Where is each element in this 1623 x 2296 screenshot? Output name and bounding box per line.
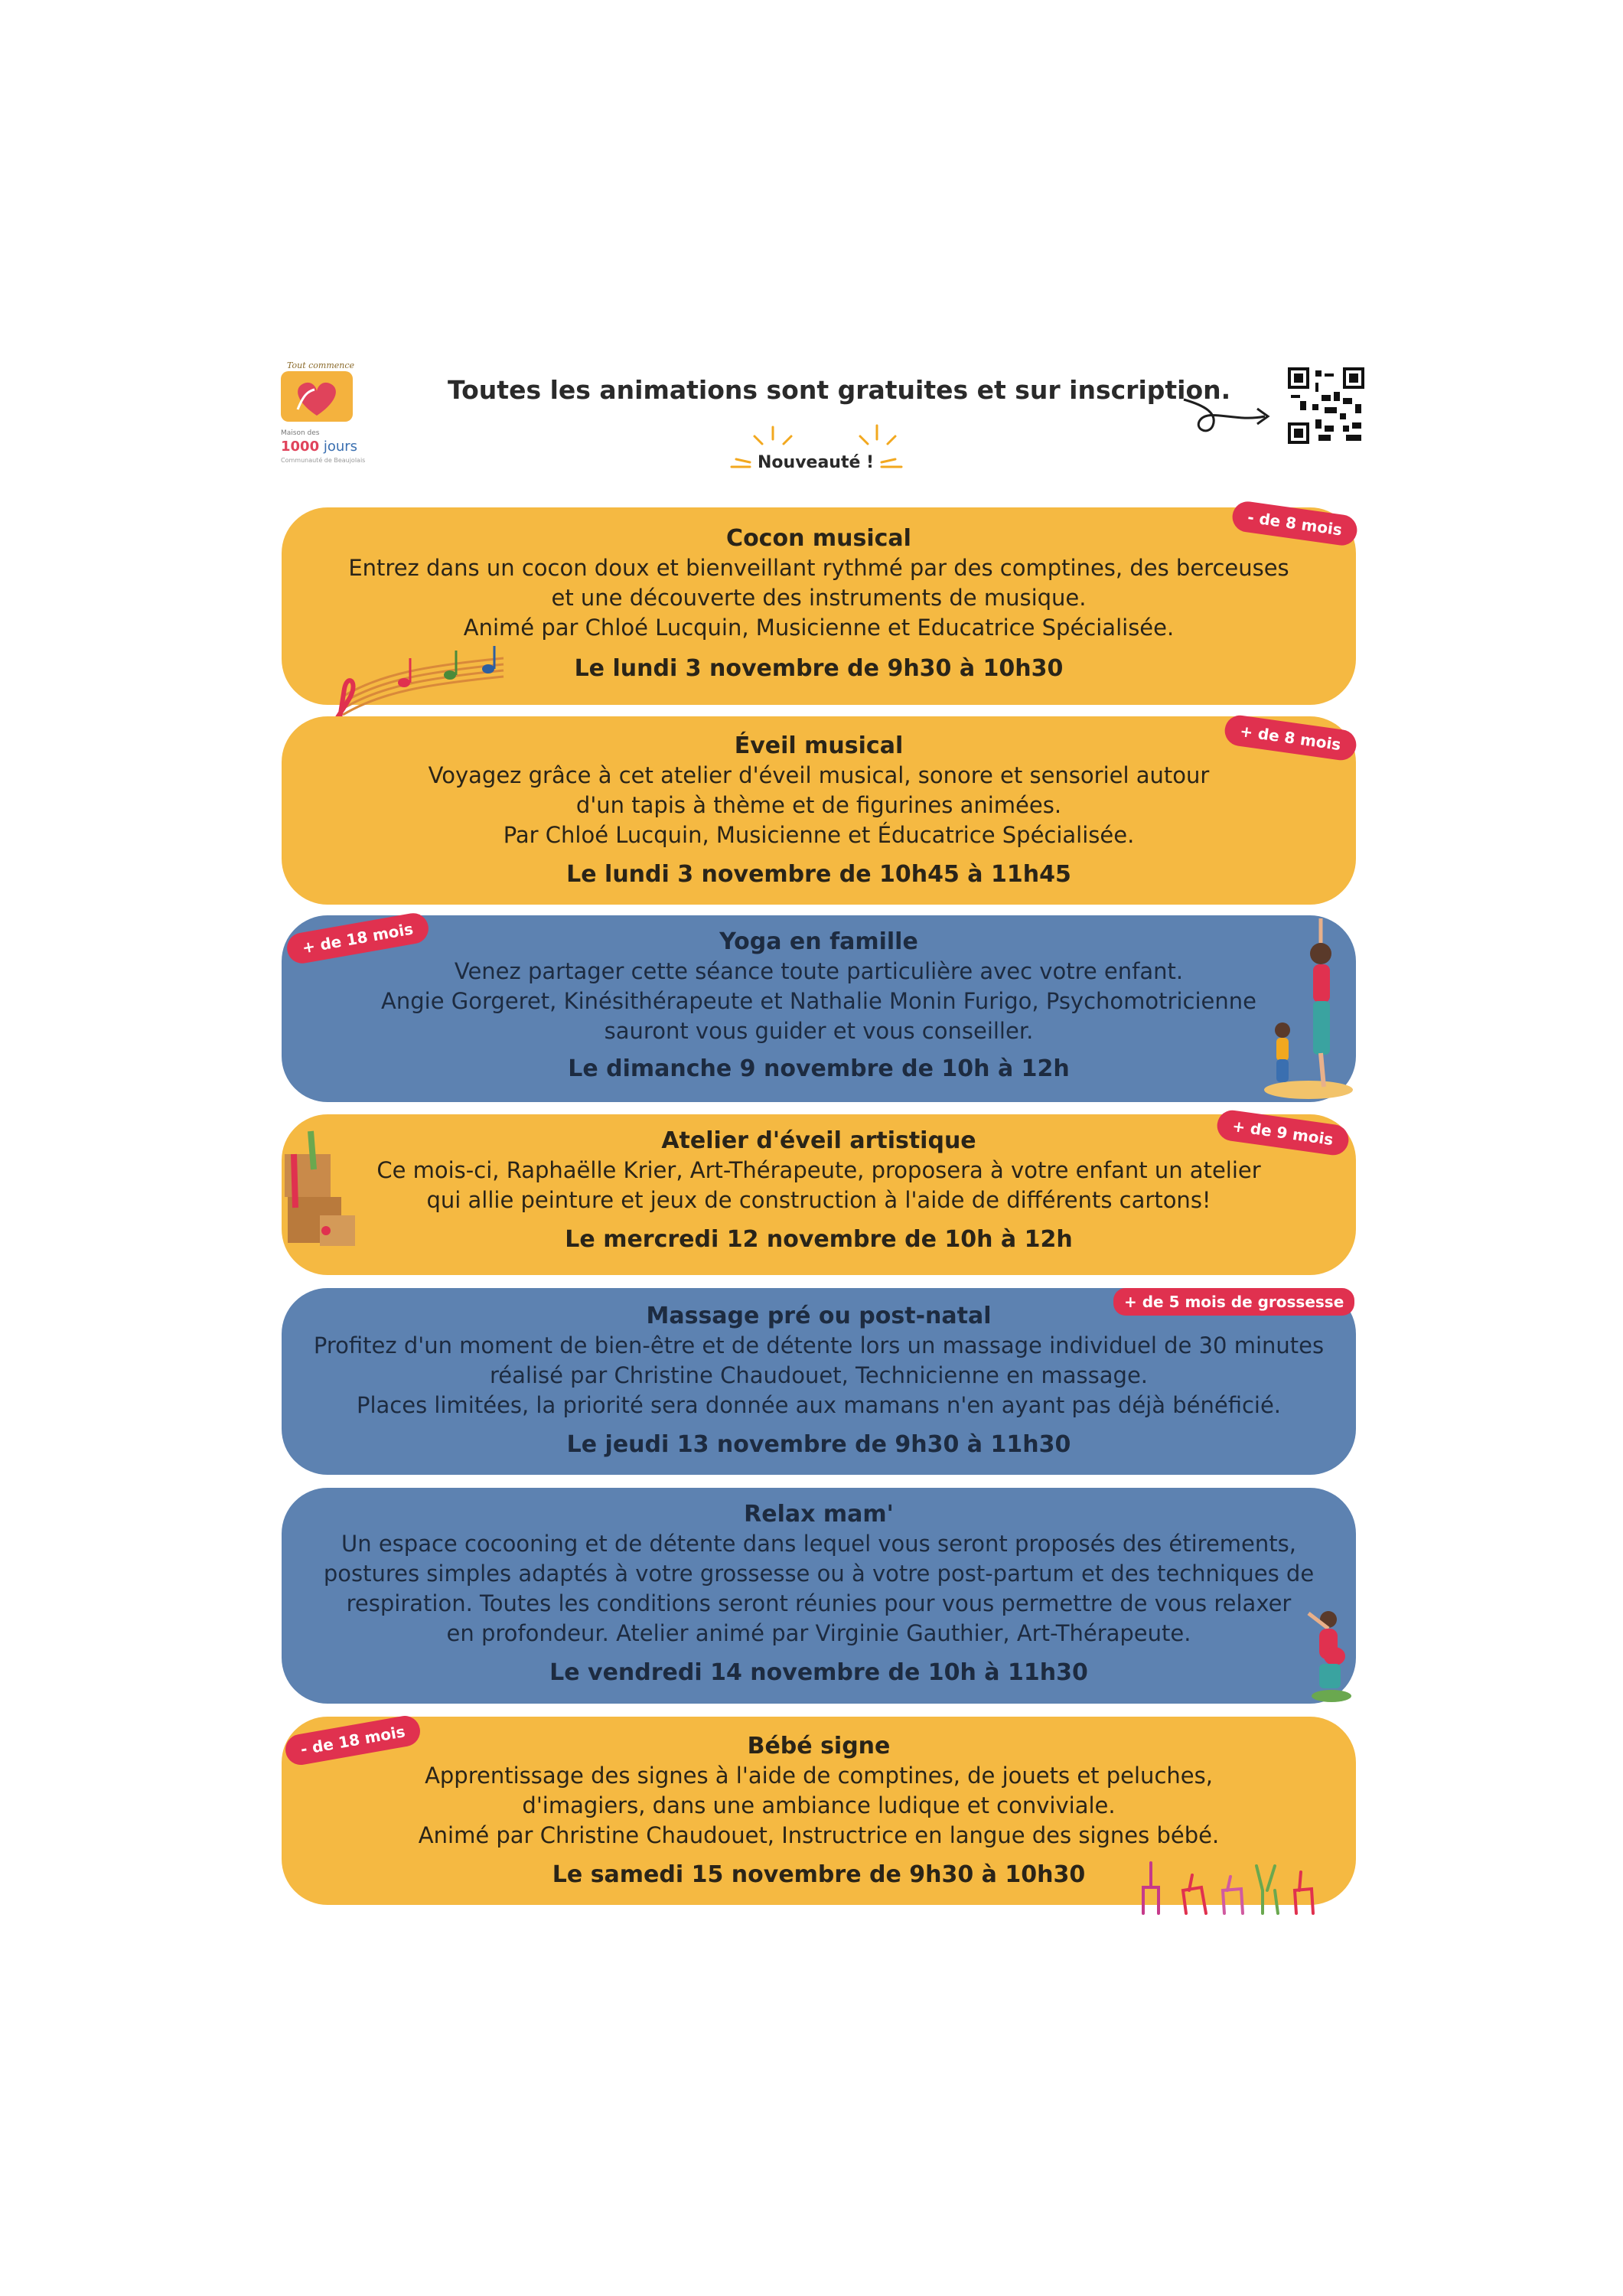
event-desc-line: Animé par Chloé Lucquin, Musicienne et Educatrice Spécialisée. bbox=[463, 615, 1175, 641]
event-desc-line: et une découverte des instruments de musique. bbox=[551, 585, 1087, 611]
event-card-eveil-artistique bbox=[282, 1114, 1356, 1275]
event-card-massage bbox=[282, 1288, 1356, 1475]
event-desc-line: Animé par Christine Chaudouet, Instructrice en langue des signes bébé. bbox=[418, 1822, 1220, 1848]
event-desc-line: Entrez dans un cocon doux et bienveillant rythmé par des comptines, des berceuses bbox=[348, 555, 1289, 581]
page-headline: Toutes les animations sont gratuites et sur inscription. bbox=[448, 375, 1231, 405]
logo-small-text: Communauté de Beaujolais bbox=[281, 457, 366, 464]
event-desc-line: Profitez d'un moment de bien-être et de détente lors un massage individuel de 30 minutes bbox=[313, 1332, 1325, 1358]
nouveaute-text: Nouveauté ! bbox=[758, 453, 875, 472]
event-desc-line: Places limitées, la priorité sera donnée aux mamans n'en ayant pas déjà bénéficié. bbox=[356, 1392, 1282, 1418]
age-tag: + de 18 mois bbox=[285, 911, 431, 966]
qr-code-icon[interactable] bbox=[1288, 367, 1364, 444]
event-desc-line: d'imagiers, dans une ambiance ludique et conviviale. bbox=[522, 1792, 1116, 1818]
curly-arrow-icon bbox=[1182, 390, 1289, 444]
event-desc-line: Angie Gorgeret, Kinésithérapeute et Nathalie Monin Furigo, Psychomotricienne bbox=[381, 988, 1256, 1014]
event-title: Massage pré ou post-natal bbox=[646, 1303, 992, 1329]
event-desc-line: sauront vous guider et vous conseiller. bbox=[604, 1018, 1034, 1044]
event-desc-line: Apprentissage des signes à l'aide de comptines, de jouets et peluches, bbox=[425, 1763, 1213, 1789]
event-date: Le dimanche 9 novembre de 10h à 12h bbox=[568, 1055, 1070, 1082]
logo-tagline: Tout commence bbox=[287, 360, 355, 370]
event-desc-line: en profondeur. Atelier animé par Virginie Gauthier, Art-Thérapeute. bbox=[446, 1620, 1191, 1646]
event-title: Cocon musical bbox=[726, 525, 911, 552]
event-card-yoga-en-famille bbox=[282, 915, 1356, 1102]
age-tag: - de 8 mois bbox=[1230, 500, 1359, 547]
event-title: Éveil musical bbox=[734, 732, 904, 759]
sign-language-hands-icon bbox=[1133, 1860, 1316, 1921]
maison-1000-jours-logo bbox=[281, 360, 366, 467]
event-title: Yoga en famille bbox=[719, 928, 918, 955]
event-title: Bébé signe bbox=[747, 1733, 891, 1760]
painted-boxes-icon bbox=[280, 1124, 360, 1269]
event-title: Atelier d'éveil artistique bbox=[661, 1127, 976, 1154]
event-desc-line: Ce mois-ci, Raphaëlle Krier, Art-Thérapeute, proposera à votre enfant un atelier bbox=[376, 1157, 1261, 1183]
event-desc-line: Un espace cocooning et de détente dans lequel vous seront proposés des étirements, bbox=[341, 1531, 1296, 1557]
event-desc-line: Par Chloé Lucquin, Musicienne et Éducatrice Spécialisée. bbox=[503, 822, 1135, 848]
event-date: Le vendredi 14 novembre de 10h à 11h30 bbox=[549, 1659, 1088, 1686]
event-date: Le lundi 3 novembre de 10h45 à 11h45 bbox=[566, 861, 1071, 888]
event-date: Le jeudi 13 novembre de 9h30 à 11h30 bbox=[566, 1431, 1071, 1458]
event-date: Le lundi 3 novembre de 9h30 à 10h30 bbox=[574, 655, 1064, 682]
event-desc-line: d'un tapis à thème et de figurines animées. bbox=[575, 792, 1062, 818]
logo-number: 1000 jours bbox=[281, 439, 358, 455]
event-desc-line: respiration. Toutes les conditions seront réunies pour vous permettre de vous relaxer bbox=[346, 1590, 1292, 1616]
event-desc-line: réalisé par Christine Chaudouet, Technicienne en massage. bbox=[489, 1362, 1149, 1388]
logo-line1: Maison des bbox=[281, 429, 320, 437]
event-desc-line: Voyagez grâce à cet atelier d'éveil musical, sonore et sensoriel autour bbox=[428, 762, 1210, 788]
event-date: Le mercredi 12 novembre de 10h à 12h bbox=[565, 1226, 1073, 1253]
event-title: Relax mam' bbox=[744, 1501, 894, 1528]
pregnant-woman-icon bbox=[1301, 1607, 1356, 1704]
event-date: Le samedi 15 novembre de 9h30 à 10h30 bbox=[552, 1861, 1086, 1888]
age-tag: - de 18 mois bbox=[283, 1714, 422, 1767]
event-card-eveil-musical bbox=[282, 716, 1356, 905]
age-tag: + de 5 mois de grossesse bbox=[1113, 1288, 1354, 1316]
event-desc-line: postures simples adaptés à votre grossesse ou à votre post-partum et des techniques de bbox=[323, 1561, 1315, 1587]
nouveaute-label bbox=[718, 419, 917, 481]
yoga-figures-icon bbox=[1255, 915, 1356, 1102]
event-desc-line: qui allie peinture et jeux de construction à l'aide de différents cartons! bbox=[426, 1187, 1211, 1213]
event-desc-line: Venez partager cette séance toute particulière avec votre enfant. bbox=[454, 958, 1184, 984]
logo-heart-icon bbox=[281, 371, 353, 422]
age-tag: + de 9 mois bbox=[1215, 1108, 1351, 1157]
event-card-relax-mam bbox=[282, 1488, 1356, 1704]
age-tag: + de 8 mois bbox=[1223, 713, 1358, 762]
